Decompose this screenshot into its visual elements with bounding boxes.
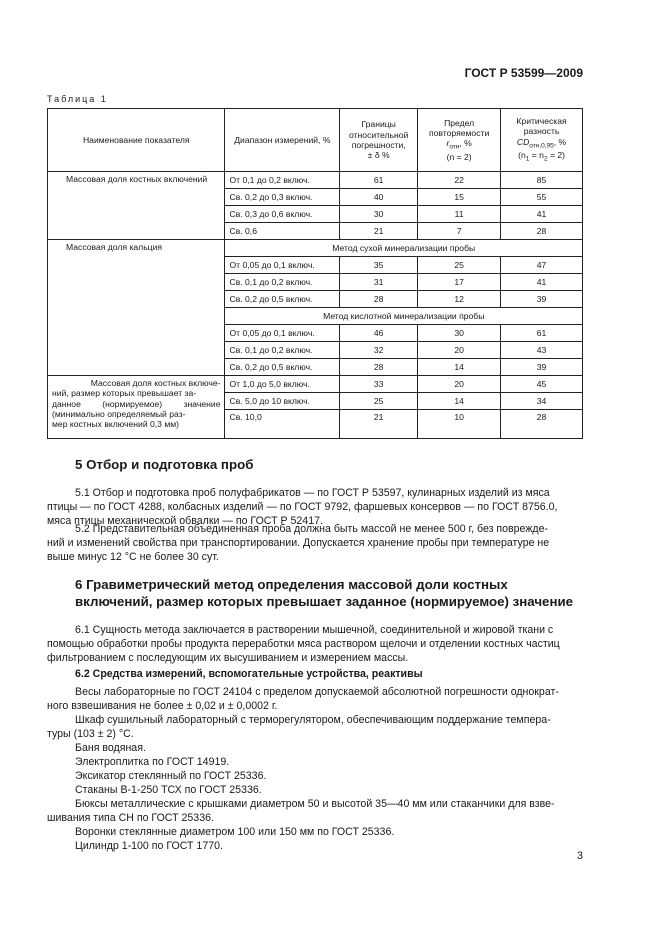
indicator-bone: Массовая доля костных включений — [48, 172, 225, 240]
table-1 — [47, 108, 583, 439]
section-5-2-paragraph: 5.2 Представительная объединенная проба должна быть массой не менее 500 г, без поврежде- ний и изменений свойства при транспортировании. Допускается хранение пробы при температуре не выше минус 12 °С не более 30 сут. — [47, 523, 550, 563]
table-header-row — [48, 109, 583, 172]
table-row: От 0,05 до 0,1 включ. 35 25 47 — [48, 257, 583, 274]
list-item: Бюксы металлические с крышками диаметром 50 и высотой 35—40 мм или стаканчики для взве- — [75, 798, 555, 810]
section-5-1-paragraph: 5.1 Отбор и подготовка проб полуфабрикатов — по ГОСТ Р 53597, кулинарных изделий из мяса птицы — по ГОСТ 4288, колбасных изделий — по ГОСТ 9792, фаршевых консервов — по ГОСТ 8756.0, мяса птицы механической обвалки — по ГОСТ Р 52417. — [47, 487, 558, 527]
table-row: Массовая доля костных включе- ний, размер которых превышает за- данное (нормируемое) значение (минимально определяемый раз- мер костных включений 0,3 мм) От 1,0 до 5,0 включ. 33 20 45 — [48, 376, 583, 393]
table-row: Св. 0,1 до 0,2 включ. 31 17 41 — [48, 274, 583, 291]
list-item: ного взвешивания не более ± 0,02 и ± 0,0002 г. — [47, 700, 278, 712]
section-5-heading: 5 Отбор и подготовка проб — [75, 457, 254, 472]
table-row — [48, 240, 583, 257]
method-acid: Метод кислотной минерализации пробы — [225, 308, 583, 325]
section-6-heading: 6 Гравиметрический метод определения массовой доли костных включений, размер которых превышает заданное (нормируемое) значение — [75, 577, 574, 609]
table-row: Св. 0,2 до 0,5 включ. 28 12 39 — [48, 291, 583, 308]
table-caption: Таблица 1 — [47, 94, 108, 104]
list-item: Баня водяная. — [75, 742, 146, 754]
table-row: Массовая доля костных включений От 0,1 до 0,2 включ. 61 22 85 — [48, 172, 583, 189]
section-6-1-paragraph: 6.1 Сущность метода заключается в растворении мышечной, соединительной и жировой ткани с помощью обработки пробы продукта переработки мяса раствором щелочи и отделении костных частиц фильтрованием с последующим их высушиванием и измерением массы. — [47, 624, 560, 664]
list-item: Эксикатор стеклянный по ГОСТ 25336. — [75, 770, 267, 782]
header-range: Диапазон измерений, % — [225, 109, 340, 172]
table-row: От 0,05 до 0,1 включ. 46 30 61 — [48, 325, 583, 342]
header-error-bounds: Границы относительной погрешности, ± δ % — [340, 109, 418, 172]
list-item: туры (103 ± 2) °С. — [47, 728, 134, 740]
table-row: Св. 0,1 до 0,2 включ. 32 20 43 — [48, 342, 583, 359]
table-row: Св. 5,0 до 10 включ. 25 14 34 — [48, 393, 583, 410]
list-item: Весы лабораторные по ГОСТ 24104 с пределом допускаемой абсолютной погрешности однократ- — [75, 686, 559, 698]
table-row: Св. 0,6 21 7 28 — [48, 223, 583, 240]
list-item: Воронки стеклянные диаметром 100 или 150 мм по ГОСТ 25336. — [75, 826, 395, 838]
header-repeatability: Предел повторяемости $r_{отн}$, % (n = 2) — [418, 109, 501, 172]
section-6-2-heading: 6.2 Средства измерений, вспомогательные устройства, реактивы — [75, 668, 423, 680]
list-item: Цилиндр 1-100 по ГОСТ 1770. — [75, 840, 223, 852]
header-indicator: Наименование показателя — [48, 109, 225, 172]
list-item: Электроплитка по ГОСТ 14919. — [75, 756, 230, 768]
list-item: шивания типа СН по ГОСТ 25336. — [47, 812, 214, 824]
indicator-bone-over: Массовая доля костных включе- ний, размер которых превышает за- данное (нормируемое) значение (минимально определяемый раз- мер костных включений 0,3 мм) — [48, 376, 225, 439]
table-row: Св. 10,0 21 10 28 — [48, 410, 583, 439]
list-item: Шкаф сушильный лабораторный с терморегулятором, обеспечивающим поддержание темпера- — [75, 714, 551, 726]
header-critical-difference: Критическая разность $CD_{отн,0,95}$, % $(n_1 = n_2 = 2)$ — [501, 109, 583, 172]
page-number: 3 — [576, 850, 583, 862]
equipment-list — [47, 685, 583, 853]
table-row: Св. 0,2 до 0,5 включ. 28 14 39 — [48, 359, 583, 376]
list-item: Стаканы В-1-250 ТСХ по ГОСТ 25336. — [75, 784, 262, 796]
indicator-calcium: Массовая доля кальция — [48, 240, 225, 376]
method-dry: Метод сухой минерализации пробы — [225, 240, 583, 257]
table-row: Св. 0,2 до 0,3 включ. 40 15 55 — [48, 189, 583, 206]
document-code: ГОСТ Р 53599—2009 — [464, 66, 583, 80]
table-row: Св. 0,3 до 0,6 включ. 30 11 41 — [48, 206, 583, 223]
